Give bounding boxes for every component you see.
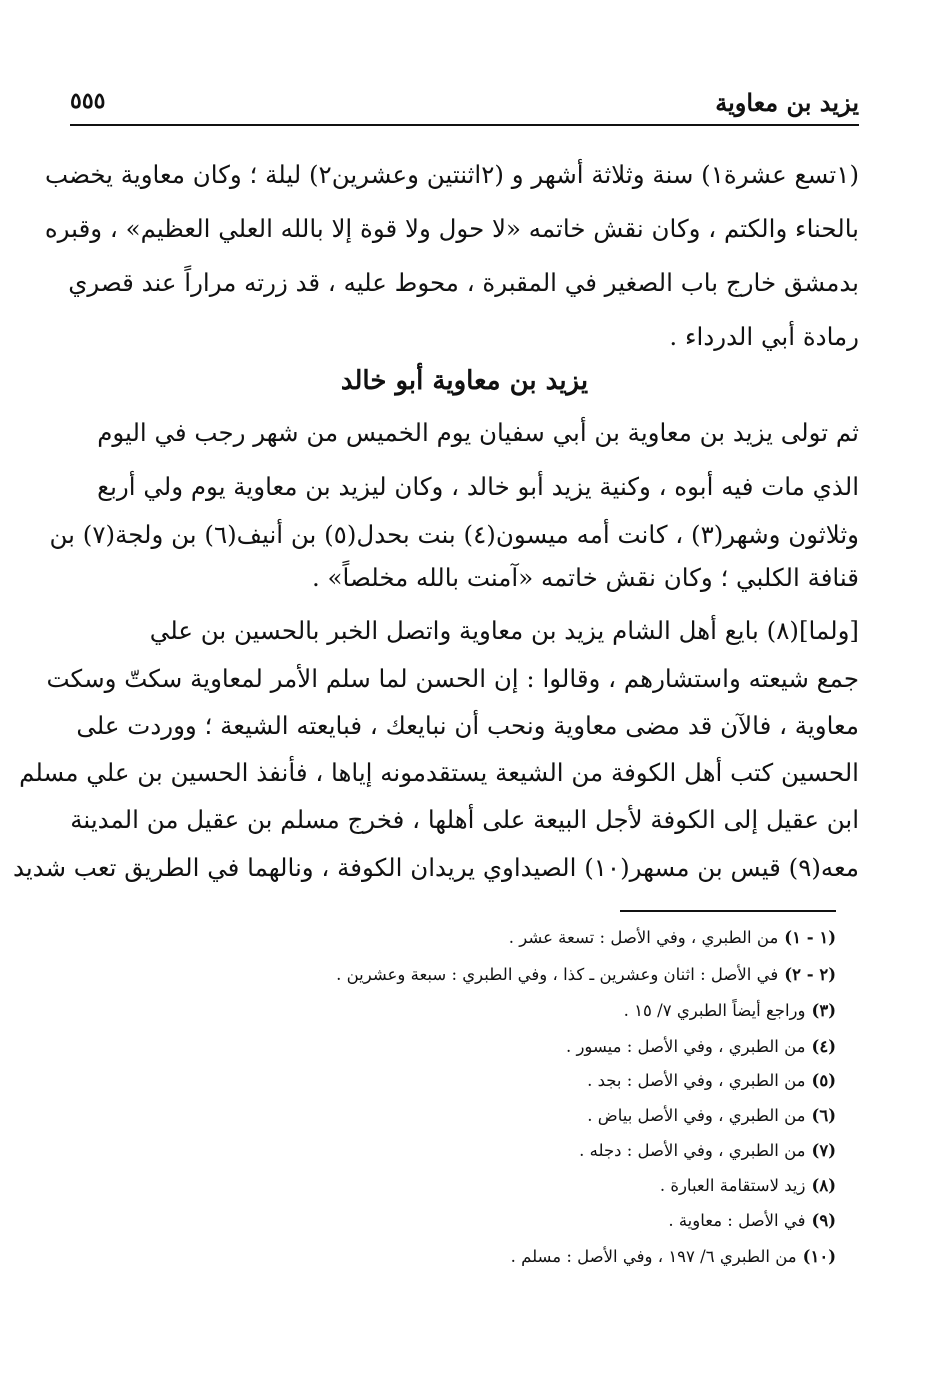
footnote-number: (٤) bbox=[811, 1037, 836, 1056]
footnote bbox=[587, 1069, 836, 1093]
paragraph1-line: بدمشق خارج باب الصغير في المقبرة ، محوط عليه ، قد زرته مراراً عند قصري bbox=[68, 268, 859, 297]
footnote bbox=[336, 963, 836, 987]
footnote-number: (١ - ١) bbox=[784, 928, 836, 947]
footnote-text: من الطبري ٦/ ١٩٧ ، وفي الأصل : مسلم . bbox=[510, 1247, 797, 1266]
footnote-text: زيد لاستقامة العبارة . bbox=[659, 1176, 806, 1195]
footnote bbox=[660, 1174, 836, 1198]
footnote-number: (٥) bbox=[811, 1071, 836, 1090]
footnote-number: (٩) bbox=[811, 1211, 836, 1230]
paragraph3-line: معه(٩) قيس بن مسهر(١٠) الصيداوي يريدان الكوفة ، ونالهما في الطريق تعب شديد bbox=[12, 853, 859, 882]
footnote bbox=[668, 1209, 836, 1233]
footnote-number: (٧) bbox=[811, 1141, 836, 1160]
paragraph1-line: بالحناء والكتم ، وكان نقش خاتمه «لا حول ولا قوة إلا بالله العلي العظيم» ، وقبره bbox=[44, 214, 859, 243]
section-heading: يزيد بن معاوية أبو خالد bbox=[340, 366, 589, 396]
footnote bbox=[587, 1104, 836, 1128]
paragraph2-line: ثم تولى يزيد بن معاوية بن أبي سفيان يوم الخميس من شهر رجب في اليوم bbox=[97, 418, 859, 447]
footnote bbox=[511, 1245, 836, 1269]
footnote-text: من الطبري ، وفي الأصل : تسعة عشر . bbox=[508, 928, 779, 947]
page-header bbox=[70, 82, 859, 122]
footnote-text: في الأصل : اثنان وعشرين ـ كذا ، وفي الطبري : سبعة وعشرين . bbox=[336, 965, 779, 984]
footnote-number: (٢ - ٢) bbox=[784, 965, 836, 984]
footnote-text: في الأصل : معاوية . bbox=[668, 1211, 806, 1230]
footnote-text: من الطبري ، وفي الأصل : دجله . bbox=[579, 1141, 806, 1160]
paragraph3-line: ابن عقيل إلى الكوفة لأجل البيعة على أهلها ، فخرج مسلم بن عقيل من المدينة bbox=[70, 805, 859, 834]
paragraph3-line: الحسين كتب أهل الكوفة من الشيعة يستقدمونه إياها ، فأنفذ الحسين بن علي مسلم bbox=[19, 758, 859, 787]
footnote-number: (٦) bbox=[811, 1106, 836, 1125]
footnote bbox=[579, 1139, 836, 1163]
footnote-number: (٣) bbox=[811, 1001, 836, 1020]
paragraph1-line: (١تسع عشرة١) سنة وثلاثة أشهر و (٢اثنتين وعشرين٢) ليلة ؛ وكان معاوية يخضب bbox=[45, 160, 859, 189]
footnote-text: وراجع أيضاً الطبري ٧/ ١٥ . bbox=[623, 1001, 806, 1020]
header-rule bbox=[70, 124, 859, 126]
page-number: ٥٥٥ bbox=[70, 88, 106, 114]
paragraph3-line: معاوية ، فالآن قد مضى معاوية ونحب أن نبايعك ، فبايعته الشيعة ؛ ووردت على bbox=[76, 711, 859, 740]
footnote bbox=[624, 999, 836, 1023]
footnote bbox=[509, 926, 836, 950]
paragraph1-line: رمادة أبي الدرداء . bbox=[669, 322, 859, 351]
footnote-text: من الطبري ، وفي الأصل : بجد . bbox=[587, 1071, 806, 1090]
running-title: يزيد بن معاوية bbox=[715, 88, 859, 117]
footnote-text: من الطبري ، وفي الأصل : ميسور . bbox=[565, 1037, 806, 1056]
paragraph2-line: الذي مات فيه أبوه ، وكنية يزيد أبو خالد ، وكان ليزيد بن معاوية يوم ولي أربع bbox=[97, 472, 859, 501]
footnote-rule bbox=[620, 910, 836, 912]
footnote-number: (١٠) bbox=[802, 1247, 836, 1266]
footnote bbox=[566, 1035, 836, 1059]
paragraph3-line: [ولما](٨) بايع أهل الشام يزيد بن معاوية واتصل الخبر بالحسين بن علي bbox=[149, 616, 859, 645]
paragraph3-line: جمع شيعته واستشارهم ، وقالوا : إن الحسن لما سلم الأمر لمعاوية سكتّ وسكت bbox=[46, 664, 859, 693]
footnote-number: (٨) bbox=[811, 1176, 836, 1195]
footnote-text: من الطبري ، وفي الأصل بياض . bbox=[587, 1106, 806, 1125]
paragraph2-line: قنافة الكلبي ؛ وكان نقش خاتمه «آمنت بالله مخلصاً» . bbox=[311, 563, 859, 592]
paragraph2-line: وثلاثون وشهر(٣) ، كانت أمه ميسون(٤) بنت بحدل(٥) بن أنيف(٦) بن ولجة(٧) بن bbox=[49, 520, 859, 549]
